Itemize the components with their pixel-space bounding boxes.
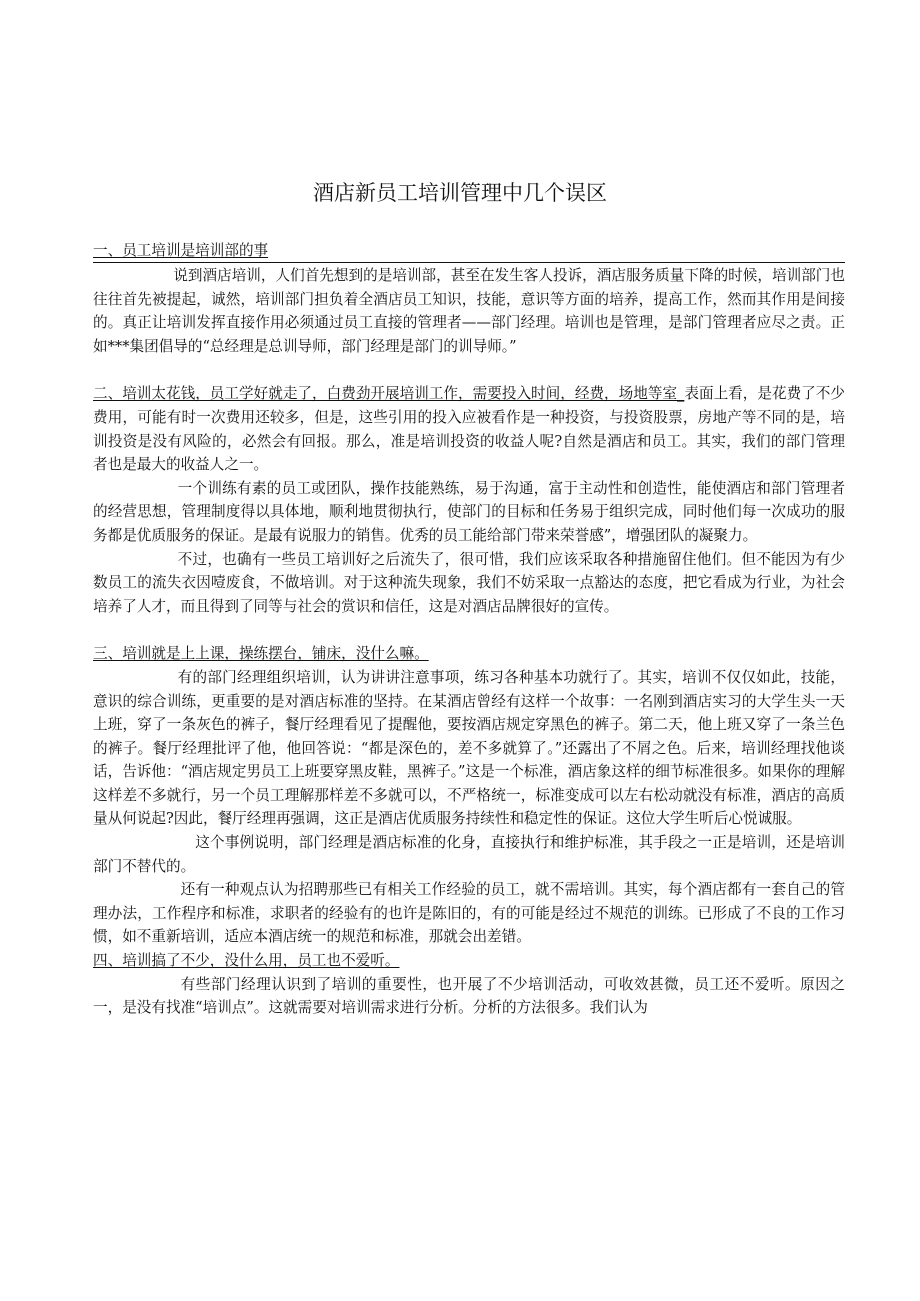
document-body: [93, 240, 845, 1020]
section-1-heading: [93, 240, 845, 263]
section-1-heading-text: 一、员工培训是培训部的事: [93, 242, 269, 259]
section-2-paragraph-1: 一个训练有素的员工或团队，操作技能熟练，易于沟通，富于主动性和创造性，能使酒店和部门管理者的经营思想，管理制度得以具体地，顺利地贯彻执行，使部门的目标和任务易于组织完成，同时他们每一次成功的服务都是优质服务的保证。是最有说服力的销售。优秀的员工能给部门带来荣誉感”，增强团队的凝聚力。: [93, 479, 845, 544]
section-4-paragraph-1: 有些部门经理认识到了培训的重要性，也开展了不少培训活动，可收效甚微，员工还不爱听。原因之一，是没有找准“培训点”。这就需要对培训需求进行分析。分析的方法很多。我们认为: [93, 975, 845, 1017]
section-2-heading-tail: 表面上看，是花费了不少费用，可能有时一次费用还较多，但是，这些引用的投入应被看作是一种投资，与投资股票，房地产等不同的是，培训投资是没有风险的，必然会有回报。那么，准是培训投资的收益人呢?自然是酒店和员工。其实，我们的部门管理者也是最大的收益人之一。: [93, 385, 845, 474]
document-title: 酒店新员工培训管理中几个误区: [313, 181, 607, 205]
section-gap: [93, 358, 845, 382]
section-3-heading: 三、培训就是上上课，操练摆台，铺床，没什么嘛。: [93, 645, 429, 663]
section-4-heading: 四、培训搞了不少，没什么用，员工也不爱听。: [93, 952, 400, 970]
section-3-paragraph-2: 这个事例说明，部门经理是酒店标准的化身，直接执行和维护标准，其手段之一正是培训，还是培训部门不替代的。: [93, 834, 845, 875]
section-2-heading: [93, 382, 845, 476]
section-2-heading-text: 二、培训太花钱，员工学好就走了，白费劲开展培训工作，需要投入时间，经费，场地等室_: [93, 385, 685, 403]
section-gap: [93, 618, 845, 642]
section-3-paragraph-1: 有的部门经理组织培训，认为讲讲注意事项，练习各种基本功就行了。其实，培训不仅仅如此，技能，意识的综合训练，更重要的是对酒店标准的坚持。在某酒店曾经有这样一个故事：一名刚到酒店实习的大学生头一天上班，穿了一条灰色的裤子，餐厅经理看见了提醒他，要按酒店规定穿黑色的裤子。第二天，他上班又穿了一条兰色的裤子。餐厅经理批评了他，他回答说：“都是深色的，差不多就算了。”还露出了不屑之色。后来，培训经理找他谈话，告诉他：“酒店规定男员工上班要穿黑皮鞋，黑裤子。”这是一个标准，酒店象这样的细节标准很多。如果你的理解这样差不多就行，另一个员工理解那样差不多就可以，不严格统一，标准变成可以左右松动就没有标准，酒店的高质量从何说起?因此，餐厅经理再强调，这正是酒店优质服务持续性和稳定性的保证。这位大学生听后心悦诚服。: [93, 668, 845, 828]
section-2-paragraph-2: 不过，也确有一些员工培训好之后流失了，很可惜，我们应该采取各种措施留住他们。但不能因为有少数员工的流失衣因噎废食，不做培训。对于这种流失现象，我们不妨采取一点豁达的态度，把它看成为行业，为社会培养了人才，而且得到了同等与社会的赏识和信任，这是对酒店品牌很好的宣传。: [93, 550, 845, 615]
section-1-paragraph-1: 说到酒店培训，人们首先想到的是培训部，甚至在发生客人投诉，酒店服务质量下降的时候，培训部门也往往首先被提起，诚然，培训部门担负着全酒店员工知识，技能，意识等方面的培养，提高工作，然而其作用是间接的。真正让培训发挥直接作用必须通过员工直接的管理者——部门经理。培训也是管理，是部门管理者应尽之责。正如***集团倡导的“总经理是总训导师，部门经理是部门的训导师。”: [93, 267, 845, 355]
section-3-paragraph-3: 还有一种观点认为招聘那些已有相关工作经验的员工，就不需培训。其实，每个酒店都有一套自己的管理办法，工作程序和标准，求职者的经验有的也许是陈旧的，有的可能是经过不规范的训练。已形成了不良的工作习惯，如不重新培训，适应本酒店统一的规范和标准，那就会出差错。: [93, 881, 845, 946]
